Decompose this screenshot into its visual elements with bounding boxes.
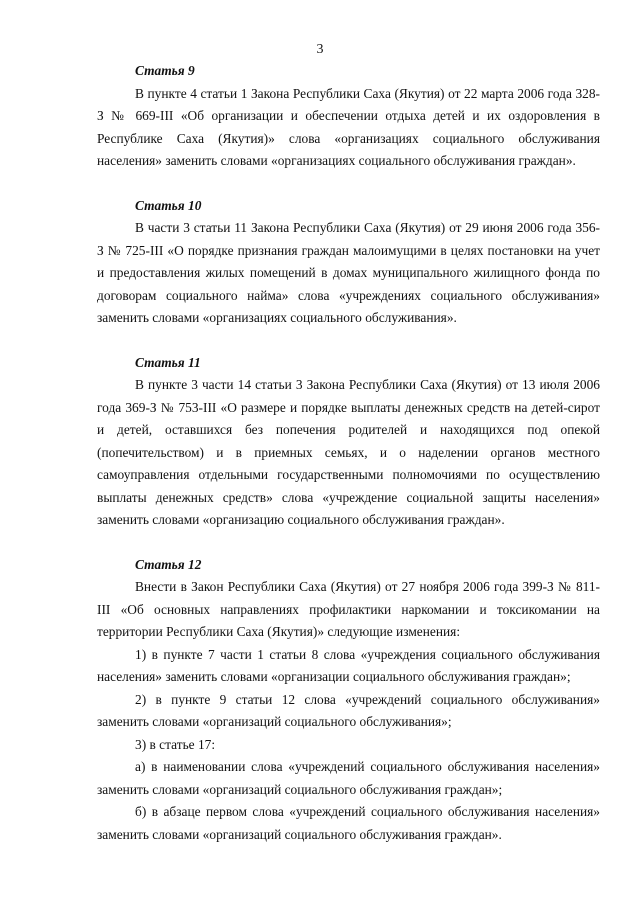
article-paragraph: В пункте 3 части 14 статьи 3 Закона Республики Саха (Якутия) от 13 июля 2006 года 369-З № 753-III «О размере и порядке выплаты денежных средств на детей-сирот и детей, оставшихся без попечения родителей и находящихся под опекой (попечительством) и в приемных семьях, и о наделении органов местного самоуправления отдельными государственными полномочиями по осуществлению выплаты денежных средств» слова «учреждение социальной защиты населения» заменить словами «организацию социального обслуживания граждан». <box>97 377 600 527</box>
article-9 <box>97 60 600 173</box>
list-item-2: 2) в пункте 9 статьи 12 слова «учреждений социального обслуживания» заменить словами «организаций социального обслуживания»; <box>97 691 600 729</box>
list-item-1: 1) в пункте 7 части 1 статьи 8 слова «учреждения социального обслуживания населения» заменить словами «организации социального обслуживания граждан»; <box>97 646 600 684</box>
article-title: Статья 10 <box>135 197 202 213</box>
article-paragraph: В пункте 4 статьи 1 Закона Республики Саха (Якутия) от 22 марта 2006 года 328-З № 669-III «Об организации и обеспечении отдыха детей и их оздоровления в Республике Саха (Якутия)» слова «организациях социального обслуживания населения» заменить словами «организациях социального обслуживания граждан». <box>97 85 600 168</box>
article-11 <box>97 352 600 532</box>
page-number: 3 <box>316 42 324 57</box>
document-body <box>97 60 600 846</box>
article-title: Статья 11 <box>135 354 201 370</box>
sub-item-b: б) в абзаце первом слова «учреждений социального обслуживания населения» заменить словами «организаций социального обслуживания граждан». <box>97 804 600 842</box>
article-title: Статья 9 <box>135 63 195 78</box>
sub-item-a: а) в наименовании слова «учреждений социального обслуживания населения» заменить словами «организаций социального обслуживания граждан»; <box>97 759 600 797</box>
article-paragraph: В части 3 статьи 11 Закона Республики Саха (Якутия) от 29 июня 2006 года 356-З № 725-III «О порядке признания граждан малоимущими в целях постановки на учет и предоставления жилых помещений в домах муниципального жилищного фонда по договорам социального найма» слова «учреждениях социального обслуживания» заменить словами «организациях социального обслуживания». <box>97 220 600 325</box>
article-intro-paragraph: Внести в Закон Республики Саха (Якутия) от 27 ноября 2006 года 399-З № 811-III «Об основных направлениях профилактики наркомании и токсикомании на территории Республики Саха (Якутия)» следующие изменения: <box>97 579 600 639</box>
list-item-3: 3) в статье 17: <box>135 736 216 752</box>
article-title: Статья 12 <box>135 556 202 572</box>
article-10 <box>97 195 600 330</box>
article-12 <box>97 554 600 847</box>
